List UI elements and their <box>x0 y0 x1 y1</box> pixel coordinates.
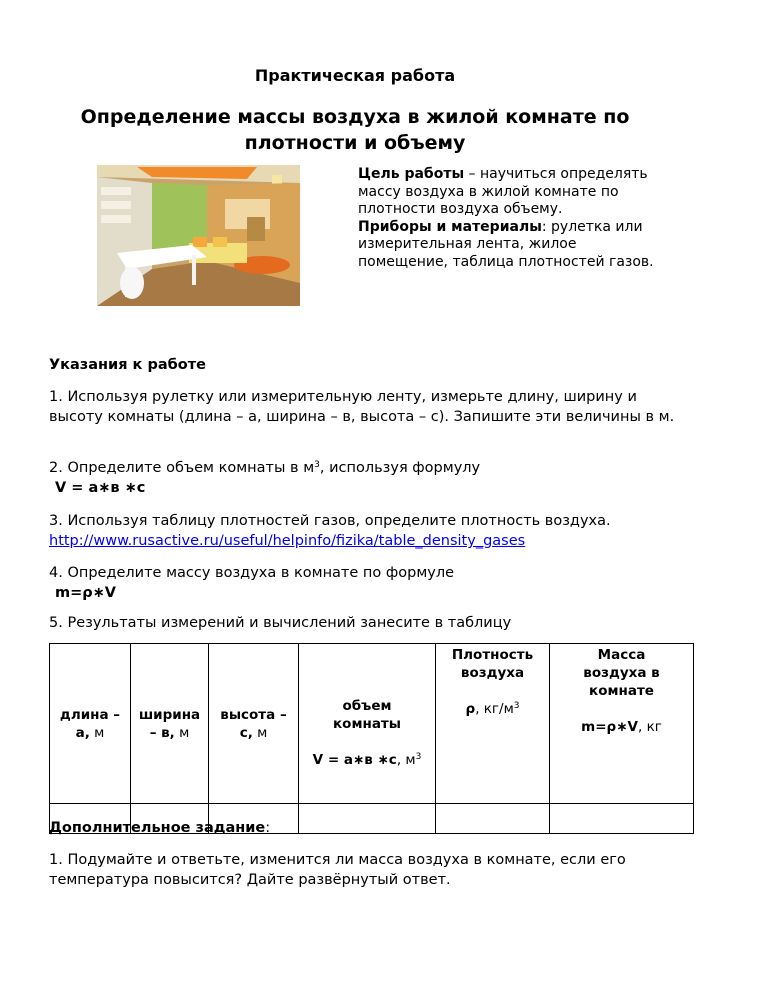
page-title: Определение массы воздуха в жилой комнате по плотности и объему <box>80 106 630 154</box>
instructions-heading: Указания к работе <box>49 357 206 373</box>
header-density: Плотность воздуха ρ, $кг/м^3$ <box>436 644 550 804</box>
formula-volume: V = а∗в ∗с <box>55 480 146 496</box>
room-interior-photo <box>97 165 300 306</box>
step-2-sup: 3 <box>314 460 320 470</box>
goal-text: – научиться определять массу воздуха в жилой комнате по плотности воздуха объему. <box>358 166 648 217</box>
tools-text: : рулетка или измерительная лента, жилое помещение, таблица плотностей газов. <box>358 218 654 270</box>
step-3-text: 3. Используя таблицу плотностей газов, определите плотность воздуха. <box>49 513 611 529</box>
step-2-text: 2. Определите объем комнаты в м <box>49 460 315 476</box>
results-table <box>49 643 694 834</box>
tools-label: Приборы и материалы <box>358 218 542 235</box>
formula-mass: m=ρ∗V <box>55 585 117 601</box>
header-width: ширина – в, м <box>131 644 209 804</box>
step-3 <box>49 511 689 551</box>
page-subtitle: Практическая работа <box>254 66 456 85</box>
goal-label: Цель работы <box>358 166 465 182</box>
extra-question: 1. Подумайте и ответьте, изменится ли масса воздуха в комнате, если его температура повысится? Дайте развёрнутый ответ. <box>49 852 626 888</box>
extra-heading: Дополнительное задание: <box>49 820 271 836</box>
table-header-row <box>50 644 694 804</box>
step-2 <box>49 458 689 498</box>
step-2-text-end: , используя формулу <box>319 460 481 476</box>
step-5: 5. Результаты измерений и вычислений занесите в таблицу <box>49 615 512 631</box>
header-length: длина – а, м <box>50 644 131 804</box>
header-volume: объем комнаты V = а∗в ∗с, $м^3$ <box>299 644 436 804</box>
header-mass: Масса воздуха в комнате m=ρ∗V, кг <box>550 644 694 804</box>
density-table-link[interactable]: http://www.rusactive.ru/useful/helpinfo/fizika/table_density_gases <box>49 533 526 549</box>
step-4-text: 4. Определите массу воздуха в комнате по формуле <box>49 565 455 581</box>
step-1: 1. Используя рулетку или измерительную ленту, измерьте длину, ширину и высоту комнаты (длина – а, ширина – в, высота – с). Запишите эти величины в м. <box>49 389 675 425</box>
step-4 <box>49 563 689 603</box>
goal-block <box>358 166 658 271</box>
header-height: высота – с, м <box>209 644 299 804</box>
